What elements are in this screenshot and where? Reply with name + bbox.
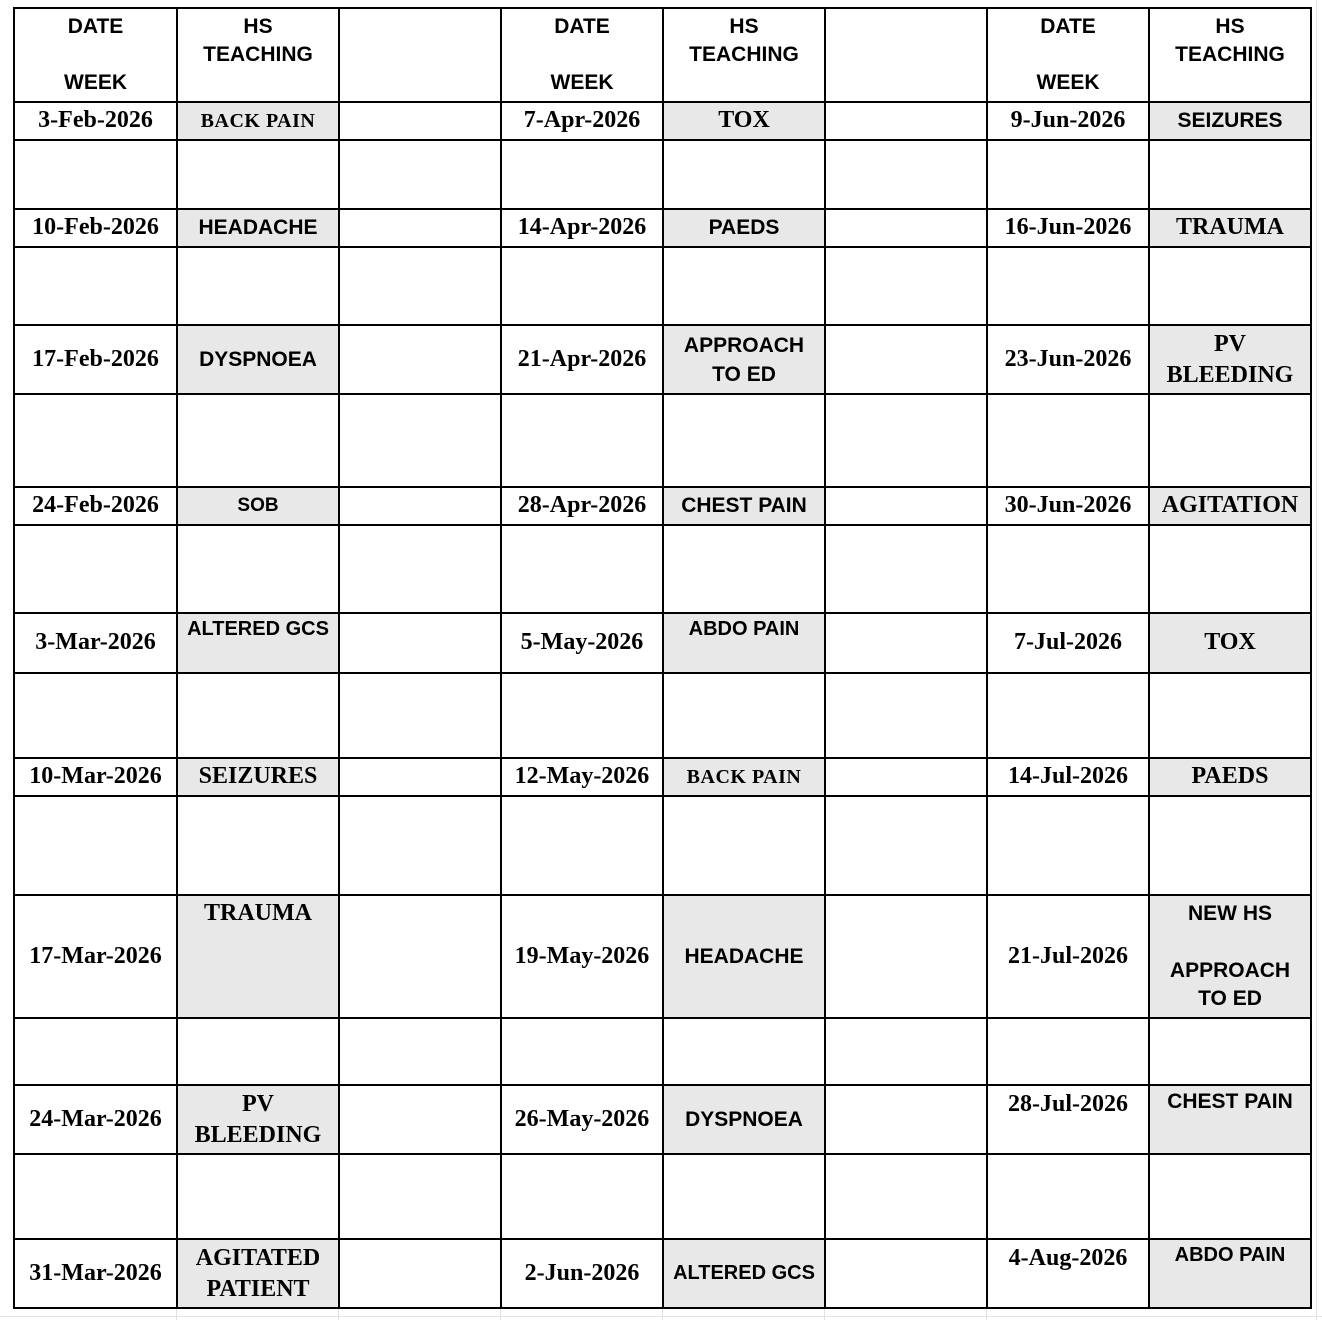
topic-cell[interactable]: APPROACH TO ED <box>663 325 825 394</box>
empty-cell[interactable] <box>501 394 663 487</box>
empty-cell[interactable] <box>339 1154 501 1239</box>
table-row <box>14 758 1311 796</box>
empty-cell[interactable] <box>339 102 501 140</box>
empty-cell[interactable] <box>825 102 987 140</box>
spacer-row <box>14 1154 1311 1239</box>
date-cell[interactable]: 21-Jul-2026 <box>987 895 1149 1018</box>
empty-cell[interactable] <box>825 1018 987 1085</box>
date-cell[interactable]: 10-Mar-2026 <box>14 758 177 796</box>
empty-cell[interactable] <box>1149 247 1311 325</box>
topic-cell[interactable]: SEIZURES <box>1149 102 1311 140</box>
table-row <box>14 325 1311 394</box>
topic-cell[interactable]: CHEST PAIN <box>663 487 825 525</box>
empty-cell[interactable] <box>1149 525 1311 613</box>
date-cell[interactable]: 24-Mar-2026 <box>14 1085 177 1154</box>
teaching-schedule-table <box>13 7 1312 1309</box>
empty-cell[interactable] <box>987 525 1149 613</box>
empty-cell[interactable] <box>14 394 177 487</box>
empty-cell[interactable] <box>501 247 663 325</box>
empty-cell[interactable] <box>14 140 177 209</box>
empty-cell[interactable] <box>663 1018 825 1085</box>
topic-cell[interactable]: PV BLEEDING <box>1149 325 1311 394</box>
date-cell[interactable]: 3-Mar-2026 <box>14 613 177 673</box>
empty-cell[interactable] <box>501 525 663 613</box>
spacer-row <box>14 394 1311 487</box>
date-cell[interactable]: 31-Mar-2026 <box>14 1239 177 1308</box>
empty-cell[interactable] <box>177 1154 339 1239</box>
empty-cell[interactable] <box>663 673 825 758</box>
date-cell[interactable]: 5-May-2026 <box>501 613 663 673</box>
header-row <box>14 8 1311 102</box>
table-row <box>14 487 1311 525</box>
spacer-row <box>14 525 1311 613</box>
empty-cell[interactable] <box>339 613 501 673</box>
empty-cell[interactable] <box>825 140 987 209</box>
header-date-week-3[interactable]: DATE WEEK <box>987 8 1149 102</box>
empty-cell[interactable] <box>177 525 339 613</box>
empty-cell[interactable] <box>825 209 987 247</box>
empty-cell[interactable] <box>663 140 825 209</box>
empty-cell[interactable] <box>1149 673 1311 758</box>
topic-cell[interactable]: ABDO PAIN <box>663 613 825 673</box>
empty-cell[interactable] <box>339 247 501 325</box>
table-row <box>14 102 1311 140</box>
empty-cell[interactable] <box>987 796 1149 895</box>
empty-cell[interactable] <box>14 1154 177 1239</box>
header-hs-teaching-1[interactable]: HS TEACHING <box>177 8 339 102</box>
topic-cell[interactable]: ABDO PAIN <box>1149 1239 1311 1308</box>
empty-cell[interactable] <box>339 209 501 247</box>
date-cell[interactable]: 14-Jul-2026 <box>987 758 1149 796</box>
topic-cell[interactable]: DYSPNOEA <box>177 325 339 394</box>
topic-cell[interactable]: TRAUMA <box>1149 209 1311 247</box>
empty-cell[interactable] <box>501 1154 663 1239</box>
topic-cell[interactable]: CHEST PAIN <box>1149 1085 1311 1154</box>
date-cell[interactable]: 7-Apr-2026 <box>501 102 663 140</box>
empty-cell[interactable] <box>1149 140 1311 209</box>
empty-cell[interactable] <box>177 394 339 487</box>
spacer-row <box>14 673 1311 758</box>
empty-cell[interactable] <box>339 140 501 209</box>
empty-cell[interactable] <box>501 796 663 895</box>
date-cell[interactable]: 17-Feb-2026 <box>14 325 177 394</box>
empty-cell[interactable] <box>14 1018 177 1085</box>
empty-cell[interactable] <box>825 487 987 525</box>
topic-cell[interactable]: ALTERED GCS <box>177 613 339 673</box>
table-row <box>14 209 1311 247</box>
spacer-row <box>14 247 1311 325</box>
date-cell[interactable]: 28-Jul-2026 <box>987 1085 1149 1154</box>
empty-cell[interactable] <box>177 796 339 895</box>
empty-cell[interactable] <box>1149 796 1311 895</box>
empty-cell[interactable] <box>177 673 339 758</box>
topic-cell[interactable]: DYSPNOEA <box>663 1085 825 1154</box>
empty-cell[interactable] <box>339 758 501 796</box>
date-cell[interactable]: 24-Feb-2026 <box>14 487 177 525</box>
empty-cell[interactable] <box>987 140 1149 209</box>
empty-cell[interactable] <box>14 673 177 758</box>
empty-cell[interactable] <box>987 247 1149 325</box>
topic-cell[interactable]: PAEDS <box>663 209 825 247</box>
empty-cell[interactable] <box>825 673 987 758</box>
empty-cell[interactable] <box>663 1154 825 1239</box>
header-hs-teaching-3[interactable]: HS TEACHING <box>1149 8 1311 102</box>
topic-cell[interactable]: TOX <box>663 102 825 140</box>
empty-cell[interactable] <box>825 758 987 796</box>
empty-cell[interactable] <box>339 525 501 613</box>
empty-cell[interactable] <box>987 1018 1149 1085</box>
header-hs-teaching-2[interactable]: HS TEACHING <box>663 8 825 102</box>
topic-cell[interactable]: TRAUMA <box>177 895 339 1018</box>
empty-cell[interactable] <box>339 394 501 487</box>
empty-cell[interactable] <box>663 247 825 325</box>
topic-cell[interactable]: BACK PAIN <box>177 102 339 140</box>
date-cell[interactable]: 23-Jun-2026 <box>987 325 1149 394</box>
empty-cell[interactable] <box>825 1085 987 1154</box>
empty-cell[interactable] <box>663 796 825 895</box>
topic-cell[interactable]: HEADACHE <box>177 209 339 247</box>
date-cell[interactable]: 12-May-2026 <box>501 758 663 796</box>
topic-cell[interactable]: TOX <box>1149 613 1311 673</box>
spacer-row <box>14 140 1311 209</box>
date-cell[interactable]: 16-Jun-2026 <box>987 209 1149 247</box>
empty-cell[interactable] <box>987 1154 1149 1239</box>
empty-cell[interactable] <box>663 394 825 487</box>
empty-cell[interactable] <box>501 673 663 758</box>
date-cell[interactable]: 10-Feb-2026 <box>14 209 177 247</box>
empty-cell[interactable] <box>501 1018 663 1085</box>
empty-cell[interactable] <box>825 525 987 613</box>
empty-cell[interactable] <box>14 247 177 325</box>
empty-cell[interactable] <box>14 796 177 895</box>
topic-cell[interactable]: SOB <box>177 487 339 525</box>
date-cell[interactable]: 26-May-2026 <box>501 1085 663 1154</box>
date-cell[interactable]: 7-Jul-2026 <box>987 613 1149 673</box>
header-date-week-2[interactable]: DATE WEEK <box>501 8 663 102</box>
empty-cell[interactable] <box>825 247 987 325</box>
topic-cell[interactable]: BACK PAIN <box>663 758 825 796</box>
empty-cell[interactable] <box>825 796 987 895</box>
empty-cell[interactable] <box>177 1018 339 1085</box>
topic-cell[interactable]: PAEDS <box>1149 758 1311 796</box>
empty-cell[interactable] <box>339 1085 501 1154</box>
topic-cell[interactable]: NEW HS APPROACH TO ED <box>1149 895 1311 1018</box>
header-date-week-1[interactable]: DATE WEEK <box>14 8 177 102</box>
date-cell[interactable]: 4-Aug-2026 <box>987 1239 1149 1308</box>
empty-cell[interactable] <box>339 673 501 758</box>
empty-cell[interactable] <box>1149 1018 1311 1085</box>
date-cell[interactable]: 21-Apr-2026 <box>501 325 663 394</box>
empty-cell[interactable] <box>177 247 339 325</box>
empty-cell[interactable] <box>825 1154 987 1239</box>
topic-cell[interactable]: ALTERED GCS <box>663 1239 825 1308</box>
empty-cell[interactable] <box>339 895 501 1018</box>
empty-cell[interactable] <box>825 1239 987 1308</box>
table-row <box>14 895 1311 1018</box>
empty-cell[interactable] <box>339 796 501 895</box>
empty-cell[interactable] <box>339 487 501 525</box>
empty-cell[interactable] <box>663 525 825 613</box>
table-row <box>14 1239 1311 1308</box>
header-spacer-1[interactable] <box>339 8 501 102</box>
topic-cell[interactable]: PV BLEEDING <box>177 1085 339 1154</box>
spacer-row <box>14 796 1311 895</box>
empty-cell[interactable] <box>501 140 663 209</box>
date-cell[interactable]: 2-Jun-2026 <box>501 1239 663 1308</box>
empty-cell[interactable] <box>825 613 987 673</box>
date-cell[interactable]: 19-May-2026 <box>501 895 663 1018</box>
empty-cell[interactable] <box>339 325 501 394</box>
date-cell[interactable]: 9-Jun-2026 <box>987 102 1149 140</box>
date-cell[interactable]: 30-Jun-2026 <box>987 487 1149 525</box>
topic-cell[interactable]: AGITATION <box>1149 487 1311 525</box>
header-spacer-2[interactable] <box>825 8 987 102</box>
table-row <box>14 613 1311 673</box>
spacer-row <box>14 1018 1311 1085</box>
topic-cell[interactable]: AGITATED PATIENT <box>177 1239 339 1308</box>
topic-cell[interactable]: HEADACHE <box>663 895 825 1018</box>
empty-cell[interactable] <box>825 895 987 1018</box>
date-cell[interactable]: 3-Feb-2026 <box>14 102 177 140</box>
table-row <box>14 1085 1311 1154</box>
empty-cell[interactable] <box>825 394 987 487</box>
empty-cell[interactable] <box>14 525 177 613</box>
empty-cell[interactable] <box>339 1239 501 1308</box>
date-cell[interactable]: 14-Apr-2026 <box>501 209 663 247</box>
empty-cell[interactable] <box>177 140 339 209</box>
date-cell[interactable]: 28-Apr-2026 <box>501 487 663 525</box>
topic-cell[interactable]: SEIZURES <box>177 758 339 796</box>
empty-cell[interactable] <box>1149 394 1311 487</box>
empty-cell[interactable] <box>987 673 1149 758</box>
date-cell[interactable]: 17-Mar-2026 <box>14 895 177 1018</box>
empty-cell[interactable] <box>825 325 987 394</box>
empty-cell[interactable] <box>1149 1154 1311 1239</box>
empty-cell[interactable] <box>339 1018 501 1085</box>
empty-cell[interactable] <box>987 394 1149 487</box>
